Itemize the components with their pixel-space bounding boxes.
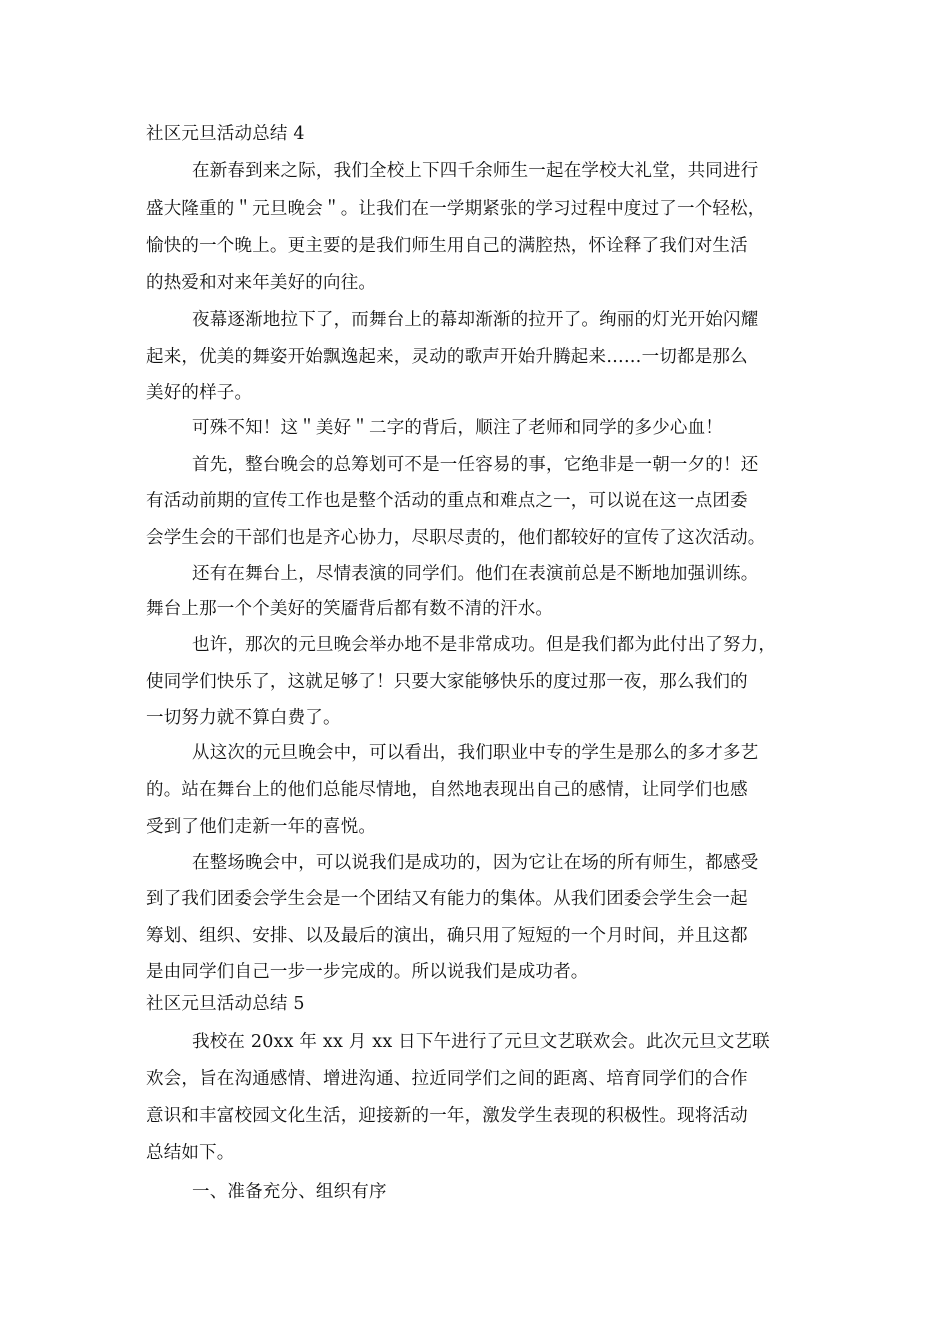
section-title-5: 社区元旦活动总结 5 [146, 994, 305, 1014]
paragraph-line: 到了我们团委会学生会是一个团结又有能力的集体。从我们团委会学生会一起 [146, 889, 748, 909]
paragraph-line: 美好的样子。 [146, 383, 253, 403]
paragraph-line: 使同学们快乐了，这就足够了！只要大家能够快乐的度过那一夜，那么我们的 [146, 672, 748, 692]
paragraph-line: 是由同学们自己一步一步完成的。所以说我们是成功者。 [146, 962, 589, 982]
paragraph-line: 的热爱和对来年美好的向往。 [146, 273, 377, 293]
paragraph-line: 在整场晚会中，可以说我们是成功的，因为它让在场的所有师生，都感受 [192, 853, 759, 873]
paragraph-line: 在新春到来之际，我们全校上下四千余师生一起在学校大礼堂，共同进行 [192, 161, 759, 181]
paragraph-line: 有活动前期的宣传工作也是整个活动的重点和难点之一，可以说在这一点团委 [146, 491, 748, 511]
paragraph-line: 从这次的元旦晚会中，可以看出，我们职业中专的学生是那么的多才多艺 [192, 743, 759, 763]
paragraph-line: 可殊不知！这＂美好＂二字的背后，顺注了老师和同学的多少心血！ [192, 418, 723, 438]
paragraph-line: 还有在舞台上，尽情表演的同学们。他们在表演前总是不断地加强训练。 [192, 564, 759, 584]
subheading: 一、准备充分、组织有序 [192, 1182, 387, 1202]
paragraph-line: 盛大隆重的＂元旦晚会＂。让我们在一学期紧张的学习过程中度过了一个轻松， [146, 199, 766, 219]
paragraph-line: 受到了他们走新一年的喜悦。 [146, 817, 377, 837]
paragraph-line: 一切努力就不算白费了。 [146, 708, 341, 728]
paragraph-line: 意识和丰富校园文化生活，迎接新的一年，激发学生表现的积极性。现将活动 [146, 1106, 748, 1126]
paragraph-line: 的。站在舞台上的他们总能尽情地，自然地表现出自己的感情，让同学们也感 [146, 780, 748, 800]
paragraph-line: 夜幕逐渐地拉下了，而舞台上的幕却渐渐的拉开了。绚丽的灯光开始闪耀 [192, 310, 759, 330]
paragraph-line: 筹划、组织、安排、以及最后的演出，确只用了短短的一个月时间，并且这都 [146, 926, 748, 946]
paragraph-line: 起来，优美的舞姿开始飘逸起来，灵动的歌声开始升腾起来……一切都是那么 [146, 347, 748, 367]
paragraph-line: 总结如下。 [146, 1143, 235, 1163]
paragraph-line: 也许，那次的元旦晚会举办地不是非常成功。但是我们都为此付出了努力， [192, 635, 777, 655]
section-title-4: 社区元旦活动总结 4 [146, 124, 305, 144]
paragraph-line: 舞台上那一个个美好的笑靥背后都有数不清的汗水。 [146, 599, 554, 619]
paragraph-line: 我校在 20xx 年 xx 月 xx 日下午进行了元旦文艺联欢会。此次元旦文艺联 [192, 1032, 770, 1052]
paragraph-line: 首先，整台晚会的总筹划可不是一任容易的事，它绝非是一朝一夕的！还 [192, 455, 759, 475]
paragraph-line: 欢会，旨在沟通感情、增进沟通、拉近同学们之间的距离、培育同学们的合作 [146, 1069, 748, 1089]
paragraph-line: 会学生会的干部们也是齐心协力，尽职尽责的，他们都较好的宣传了这次活动。 [146, 528, 766, 548]
paragraph-line: 愉快的一个晚上。更主要的是我们师生用自己的满腔热，怀诠释了我们对生活 [146, 236, 748, 256]
